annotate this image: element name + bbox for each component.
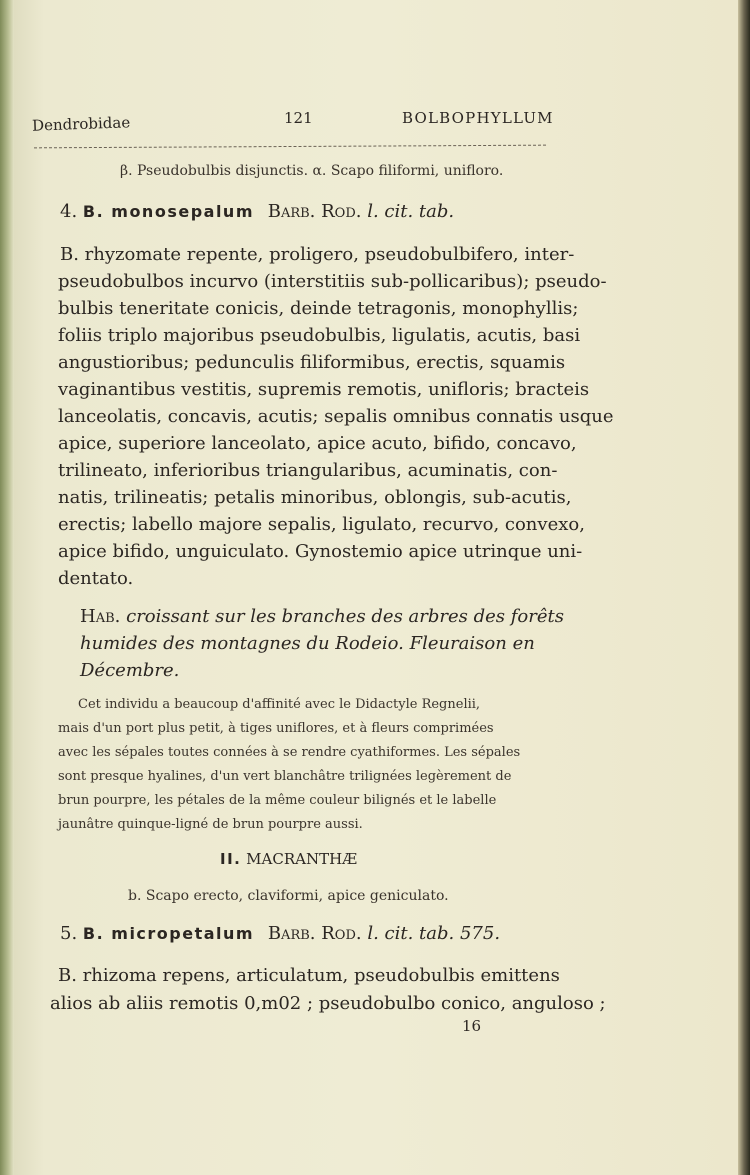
subsection-beta: β. Pseudobulbis disjunctis. α. Scapo filiformi, unifloro. — [120, 163, 504, 179]
note-line: avec les sépales toutes connées à se rendre cyathiformes. Les sépales — [58, 745, 521, 760]
subsection-b: b. Scapo erecto, claviformi, apice geniculato. — [128, 888, 449, 904]
description-line: erectis; labello majore sepalis, ligulato, recurvo, convexo, — [58, 514, 585, 535]
section-heading — [220, 850, 357, 868]
habitat-line-2: humides des montagnes du Rodeio. Fleuraison en — [80, 633, 535, 654]
species-4-citation: l. cit. tab. — [367, 201, 455, 222]
species-4-number: 4. — [60, 201, 78, 222]
book-spine-edge — [738, 0, 750, 1175]
description-line: apice, superiore lanceolato, apice acuto, bifido, concavo, — [58, 433, 577, 454]
note-line: brun pourpre, les pétales de la même couleur bilignés et le labelle — [58, 793, 497, 808]
note-line: Cet individu a beaucoup d'affinité avec le Didactyle Regnelii, — [78, 697, 481, 712]
description-line: trilineato, inferioribus triangularibus, acuminatis, con- — [58, 460, 558, 481]
description-line: natis, trilineatis; petalis minoribus, oblongis, sub-acutis, — [58, 487, 572, 508]
description-line: vaginantibus vestitis, supremis remotis, unifloris; bracteis — [58, 379, 590, 400]
note-line: mais d'un port plus petit, à tiges uniflores, et à fleurs comprimées — [58, 721, 494, 736]
description-line: angustioribus; pedunculis filiformibus, erectis, squamis — [58, 352, 566, 373]
species-5-name: B. micropetalum — [82, 924, 255, 943]
running-header-left: Dendrobidae — [31, 113, 131, 135]
description-line: dentato. — [58, 568, 134, 589]
description-line: foliis triplo majoribus pseudobulbis, ligulatis, acutis, basi — [58, 325, 581, 346]
species-4-heading — [60, 201, 454, 222]
running-header-right: BOLBOPHYLLUM — [402, 109, 554, 127]
species-4-authority: Barb. Rod. — [267, 201, 362, 222]
description-line: pseudobulbos incurvo (interstitiis sub-pollicaribus); pseudo- — [58, 271, 607, 292]
section-title: MACRANTHÆ — [246, 850, 358, 868]
species-5-authority: Barb. Rod. — [267, 923, 362, 944]
description-line: lanceolatis, concavis, acutis; sepalis omnibus connatis usque — [58, 406, 614, 427]
species-5-number: 5. — [60, 923, 78, 944]
note-line: sont presque hyalines, d'un vert blanchâtre trilignées legèrement de — [58, 769, 512, 784]
habitat-label: Hab. — [80, 606, 121, 627]
habitat-line-1 — [80, 606, 564, 627]
page-gutter — [0, 0, 14, 1175]
note-line: jaunâtre quinque-ligné de brun pourpre aussi. — [58, 817, 363, 832]
description-line: B. rhyzomate repente, proligero, pseudobulbifero, inter- — [60, 244, 575, 265]
signature-mark: 16 — [462, 1017, 482, 1035]
species-5-heading — [60, 923, 500, 944]
description-line: apice bifido, unguiculato. Gynostemio apice utrinque uni- — [58, 541, 583, 562]
habitat-text: croissant sur les branches des arbres des forêts — [126, 606, 564, 627]
species-5-citation: l. cit. tab. 575. — [367, 923, 501, 944]
species-4-name: B. monosepalum — [82, 202, 254, 221]
description-5-line: alios ab aliis remotis 0,m02 ; pseudobulbo conico, anguloso ; — [50, 993, 606, 1014]
section-numeral: II. — [220, 850, 242, 868]
description-line: bulbis teneritate conicis, deinde tetragonis, monophyllis; — [58, 298, 579, 319]
page-number: 121 — [284, 109, 313, 127]
description-5-line: B. rhizoma repens, articulatum, pseudobulbis emittens — [58, 965, 560, 986]
habitat-line-3: Décembre. — [80, 660, 180, 681]
